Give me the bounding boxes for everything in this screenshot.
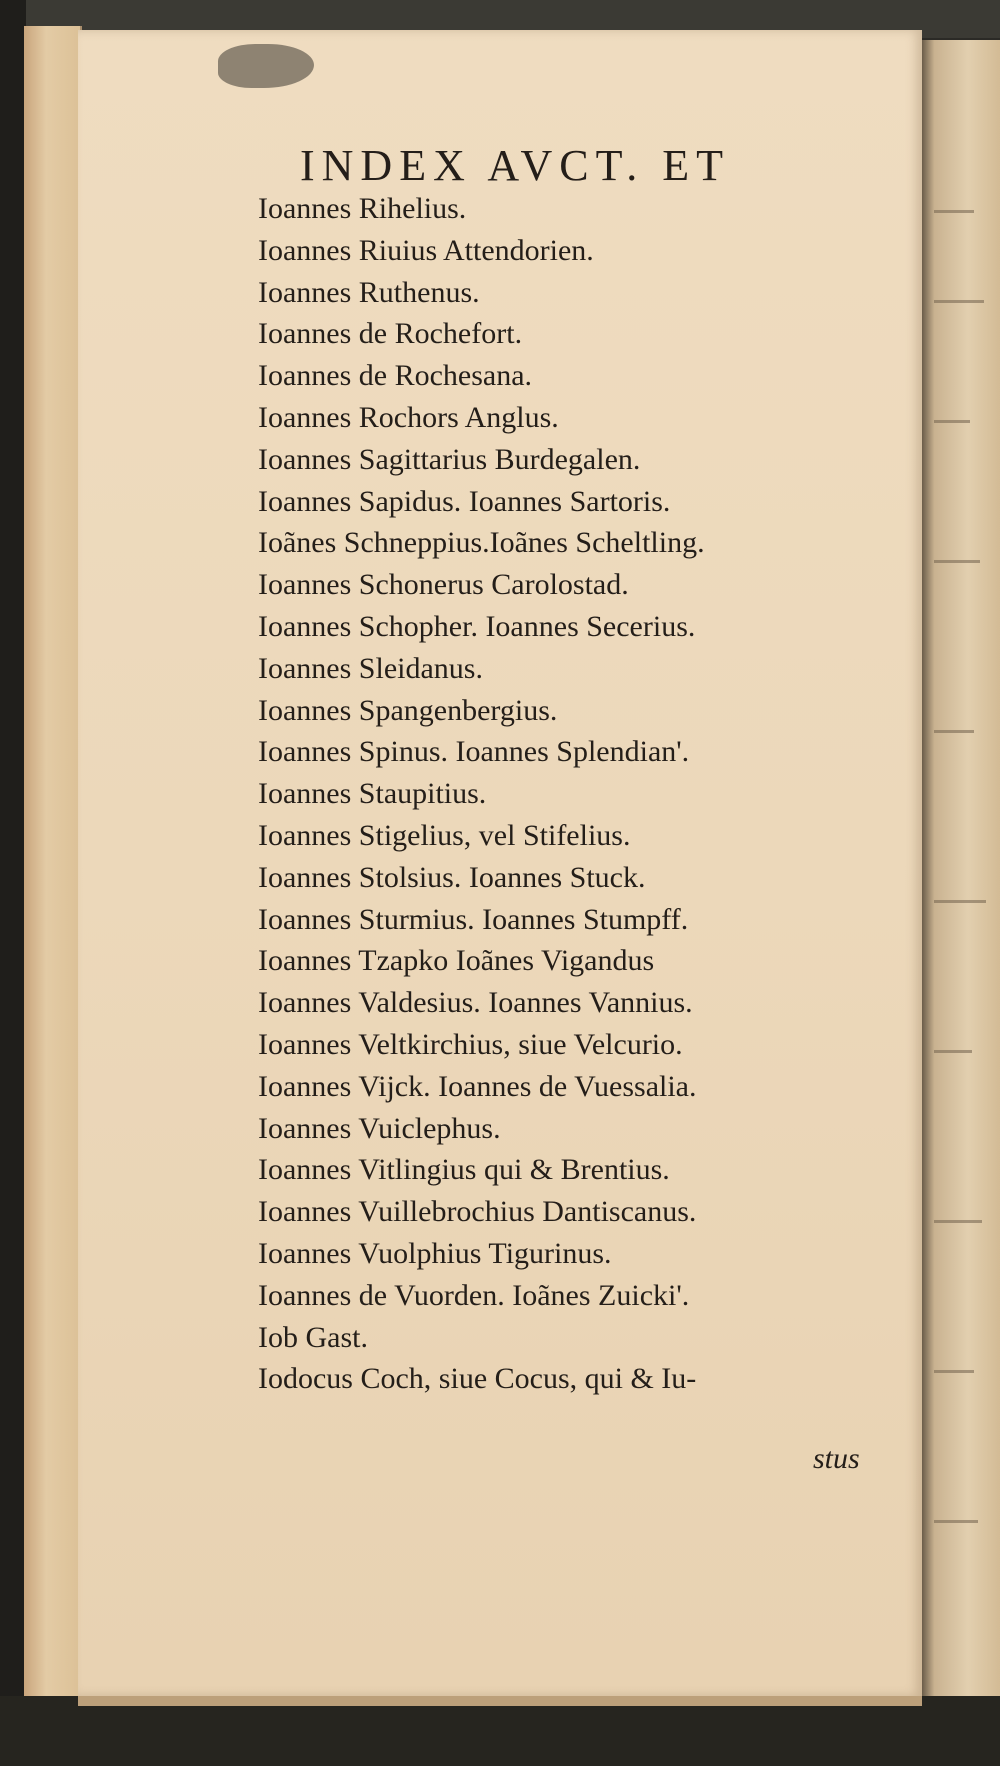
index-entry: Ioannes Spangenbergius.	[258, 693, 558, 727]
index-entry: Ioannes de Vuorden. Ioãnes Zuicki'.	[258, 1278, 690, 1312]
index-entry: Iob Gast.	[258, 1320, 368, 1354]
index-entry: Ioannes Vitlingius qui & Brentius.	[258, 1153, 670, 1187]
index-entry: Ioannes Stigelius, vel Stifelius.	[258, 818, 631, 852]
ink-stain	[218, 44, 314, 88]
index-entry: Ioannes Riuius Attendorien.	[258, 233, 594, 267]
index-entry: Ioannes Stolsius. Ioannes Stuck.	[258, 860, 646, 894]
index-entry: Iodocus Coch, siue Cocus, qui & Iu-	[258, 1362, 697, 1396]
index-entry: Ioannes Schonerus Carolostad.	[258, 568, 629, 602]
page-fore-edge	[24, 26, 82, 1696]
index-entry: Ioannes de Rochesana.	[258, 359, 533, 393]
background-left	[0, 0, 26, 1766]
catchword: stus	[813, 1442, 860, 1475]
index-entry: Ioannes Valdesius. Ioannes Vannius.	[258, 986, 693, 1020]
index-entries	[258, 188, 898, 1400]
index-entry: Ioannes Vijck. Ioannes de Vuessalia.	[258, 1069, 697, 1103]
index-entry: Ioannes Sapidus. Ioannes Sartoris.	[258, 484, 671, 518]
index-entry: Ioannes Staupitius.	[258, 777, 487, 811]
index-entry: Ioannes Vuiclephus.	[258, 1111, 501, 1145]
background-bottom	[0, 1696, 1000, 1766]
index-entry: Ioannes de Rochefort.	[258, 317, 523, 351]
index-entry: Ioannes Rihelius.	[258, 192, 467, 225]
index-entry: Ioãnes Schneppius.Ioãnes Scheltling.	[258, 526, 705, 560]
index-entry: Ioannes Schopher. Ioannes Secerius.	[258, 609, 696, 643]
next-leaf-edge	[920, 40, 1000, 1766]
index-entry: Ioannes Vuillebrochius Dantiscanus.	[258, 1195, 697, 1229]
index-entry: Ioannes Vuolphius Tigurinus.	[258, 1236, 612, 1270]
index-entry: Ioannes Veltkirchius, siue Velcurio.	[258, 1027, 683, 1061]
index-entry: Ioannes Sagittarius Burdegalen.	[258, 442, 641, 476]
index-entry: Ioannes Rochors Anglus.	[258, 400, 559, 434]
index-entry: Ioannes Sturmius. Ioannes Stumpff.	[258, 902, 689, 936]
running-header: INDEX AVCT. ET	[300, 141, 731, 190]
page-bottom-edge	[78, 1696, 922, 1706]
index-entry: Ioannes Ruthenus.	[258, 275, 480, 309]
index-entry: Ioannes Spinus. Ioannes Splendian'.	[258, 735, 690, 769]
index-entry: Ioannes Sleidanus.	[258, 651, 483, 685]
index-entry: Ioannes Tzapko Ioãnes Vigandus	[258, 944, 655, 978]
